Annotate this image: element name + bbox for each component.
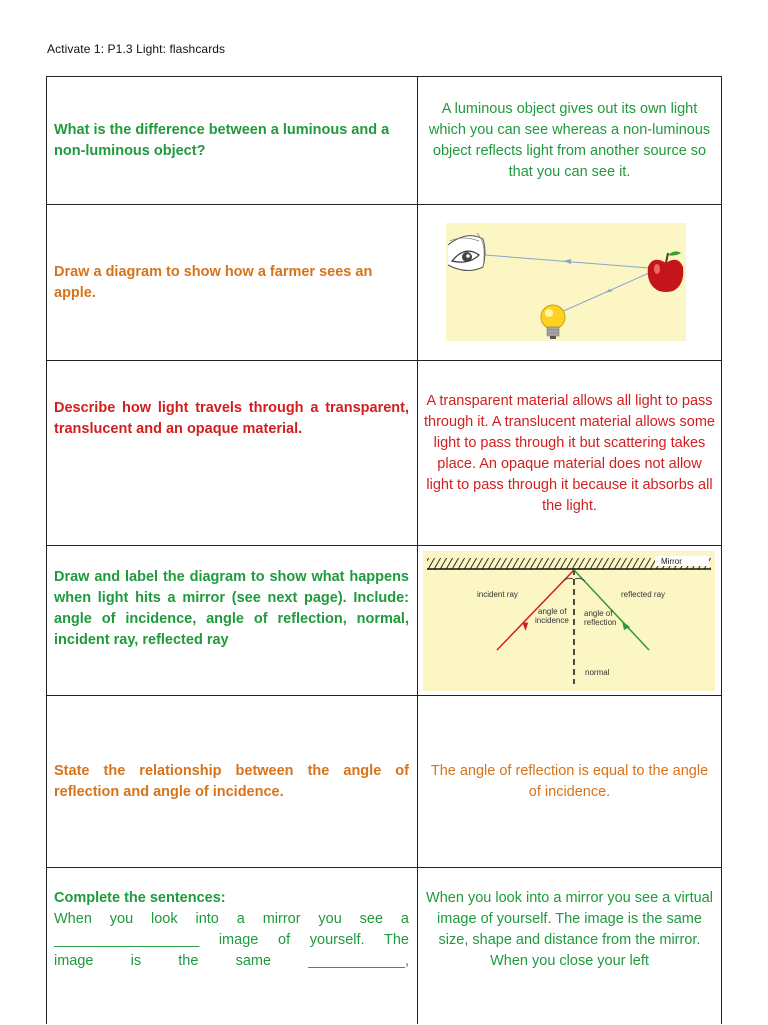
answer-cell	[417, 205, 722, 361]
answer-text: A luminous object gives out its own light which you can see whereas a non-luminous object reflects light from another source so that you can see it.	[428, 101, 711, 180]
angle-incidence-label: incidence	[535, 616, 569, 625]
question-text: image is the same ____________,	[54, 953, 409, 969]
table-row	[46, 204, 722, 361]
reflected-ray-label: reflected ray	[621, 590, 666, 599]
normal-label: normal	[585, 668, 610, 677]
answer-cell	[417, 361, 722, 546]
document-title: Activate 1: P1.3 Light: flashcards	[47, 42, 226, 56]
angle-incidence-label: angle of	[538, 607, 567, 616]
answer-text: A transparent material allows all light to pass through it. A translucent material allows some light to pass through it but scattering takes place. An opaque material does not allow light to pass through it because it absorbs all the light.	[424, 392, 715, 514]
question-text: Draw a diagram to show how a farmer sees an apple.	[54, 264, 373, 301]
question-text: What is the difference between a luminous and a non-luminous object?	[54, 122, 390, 159]
question-cell	[46, 546, 417, 696]
question-text: State the relationship between the angle of reflection and angle of incidence.	[54, 763, 409, 800]
question-text: Draw and label the diagram to show what happens when light hits a mirror (see next page). Include: angle of incidence, angle of reflection, normal, incident ray, reflected ray	[54, 569, 409, 648]
question-cell	[46, 361, 417, 546]
eye-apple-lightbulb-diagram	[417, 205, 722, 361]
table-row	[46, 867, 722, 1025]
angle-reflection-label: reflection	[584, 618, 617, 627]
question-heading: Complete the sentences:	[54, 890, 226, 906]
mirror-label: Mirror	[661, 557, 682, 566]
answer-text: When you look into a mirror you see a virtual image of yourself. The image is the same size, shape and distance from the mirror. When you close your left	[426, 890, 713, 969]
question-text: __________________ image of yourself. The	[54, 932, 409, 948]
question-text: Describe how light travels through a transparent, translucent and an opaque material.	[54, 400, 409, 437]
flashcard-table	[46, 76, 722, 1024]
angle-reflection-label: angle of	[584, 609, 613, 618]
answer-cell	[417, 696, 722, 868]
diagram-background	[423, 551, 715, 691]
mirror-reflection-diagram	[417, 546, 722, 696]
question-cell	[46, 868, 417, 1025]
incident-ray-label: incident ray	[477, 590, 518, 599]
table-row	[46, 695, 722, 868]
answer-cell	[417, 868, 722, 1025]
question-cell	[46, 205, 417, 361]
answer-cell	[417, 77, 722, 205]
question-cell	[46, 77, 417, 205]
answer-cell	[417, 546, 722, 696]
question-cell	[46, 696, 417, 868]
answer-text: The angle of reflection is equal to the angle of incidence.	[430, 763, 709, 800]
table-row	[46, 545, 722, 696]
table-row	[46, 76, 722, 205]
table-row	[46, 360, 722, 546]
question-text: When you look into a mirror you see a	[54, 911, 409, 927]
